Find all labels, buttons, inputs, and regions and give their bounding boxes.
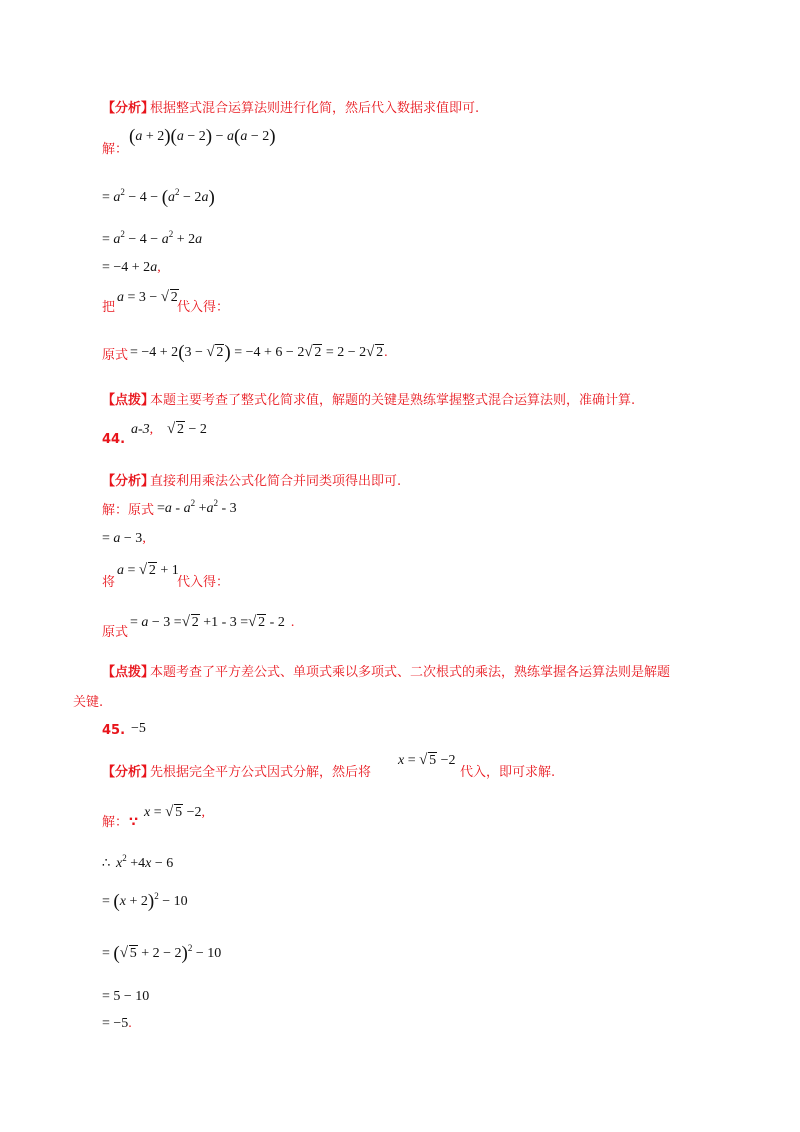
therefore-symbol: ∴ <box>102 856 111 871</box>
math-expression: = −4 + 2(3 − √ 2) = −4 + 6 − 2√ 2 = 2 − 2√ 2. <box>130 344 388 362</box>
analysis-tag: 【分析】 <box>102 474 155 489</box>
substitute-label: 将 <box>102 575 116 590</box>
analysis-text: 代入，即可求解. <box>460 765 556 780</box>
substitute-label: 代入得： <box>177 575 230 590</box>
analysis-text: 先根据完全平方公式因式分解，然后将 <box>150 765 372 780</box>
math-step: = −5. <box>102 1016 132 1031</box>
analysis-text: 直接利用乘法公式化简合并同类项得出即可. <box>150 474 402 489</box>
original-expression-label: 原式 <box>102 348 129 363</box>
because-symbol: ∵ <box>129 815 139 830</box>
math-step: = $(x + 2)^2 - 10$ <box>102 891 188 912</box>
tip-text: 本题考查了平方差公式、单项式乘以多项式、二次根式的乘法，熟练掌握各运算法则是解题 <box>150 665 671 680</box>
math-expression: a = 3 − √ 2 <box>117 289 179 307</box>
tip-tag: 【点拨】 <box>102 393 155 408</box>
solution-label: 解： <box>102 815 129 830</box>
analysis-tag: 【分析】 <box>102 101 155 116</box>
solution-label: 解： <box>102 503 129 518</box>
math-step: = (√ 5 + 2 − 2)$^2$ − 10 <box>102 945 221 963</box>
math-step: = $a^2 - 4 - (a^2 - 2a)$ <box>102 187 215 208</box>
answer: −5 <box>131 721 146 736</box>
math-expression: = a − 3 =√ 2 +1 - 3 =√ 2 - 2 . <box>130 614 294 632</box>
math-expression: a = √ 2 + 1 <box>117 562 179 580</box>
analysis-tag: 【分析】 <box>102 765 155 780</box>
math-step: = $a^2 - 4 - a^2 + 2a$ <box>102 229 203 247</box>
math-step: = a − 3, <box>102 531 146 546</box>
math-expression: x = √ 5 −2 <box>398 752 456 770</box>
problem-number: 45. <box>102 723 126 738</box>
tip-text: 本题主要考查了整式化简求值，解题的关键是熟练掌握整式混合运算法则，准确计算. <box>150 393 636 408</box>
original-expression-label: 原式 <box>128 503 155 518</box>
answer: a-3, <box>131 422 154 437</box>
math-expression: x = √ 5 −2, <box>144 804 205 822</box>
math-step: = −4 + 2a, <box>102 260 161 275</box>
math-expression: $x^2 +4x - 6$ <box>116 853 174 871</box>
tip-tag: 【点拨】 <box>102 665 155 680</box>
tip-text: 关键. <box>73 695 104 710</box>
analysis-text: 根据整式混合运算法则进行化简，然后代入数据求值即可. <box>150 101 480 116</box>
solution-label: 解： <box>102 142 129 157</box>
substitute-label: 代入得： <box>177 300 230 315</box>
math-step: = 5 − 10 <box>102 989 150 1004</box>
answer: √ 2 − 2 <box>167 421 207 439</box>
math-expression: $=a - a^2 +a^2 - 3$ <box>157 498 237 516</box>
substitute-label: 把 <box>102 300 116 315</box>
math-expression: (a + 2)(a − 2) − a(a − 2) <box>129 126 276 147</box>
original-expression-label: 原式 <box>102 625 129 640</box>
problem-number: 44. <box>102 432 126 447</box>
